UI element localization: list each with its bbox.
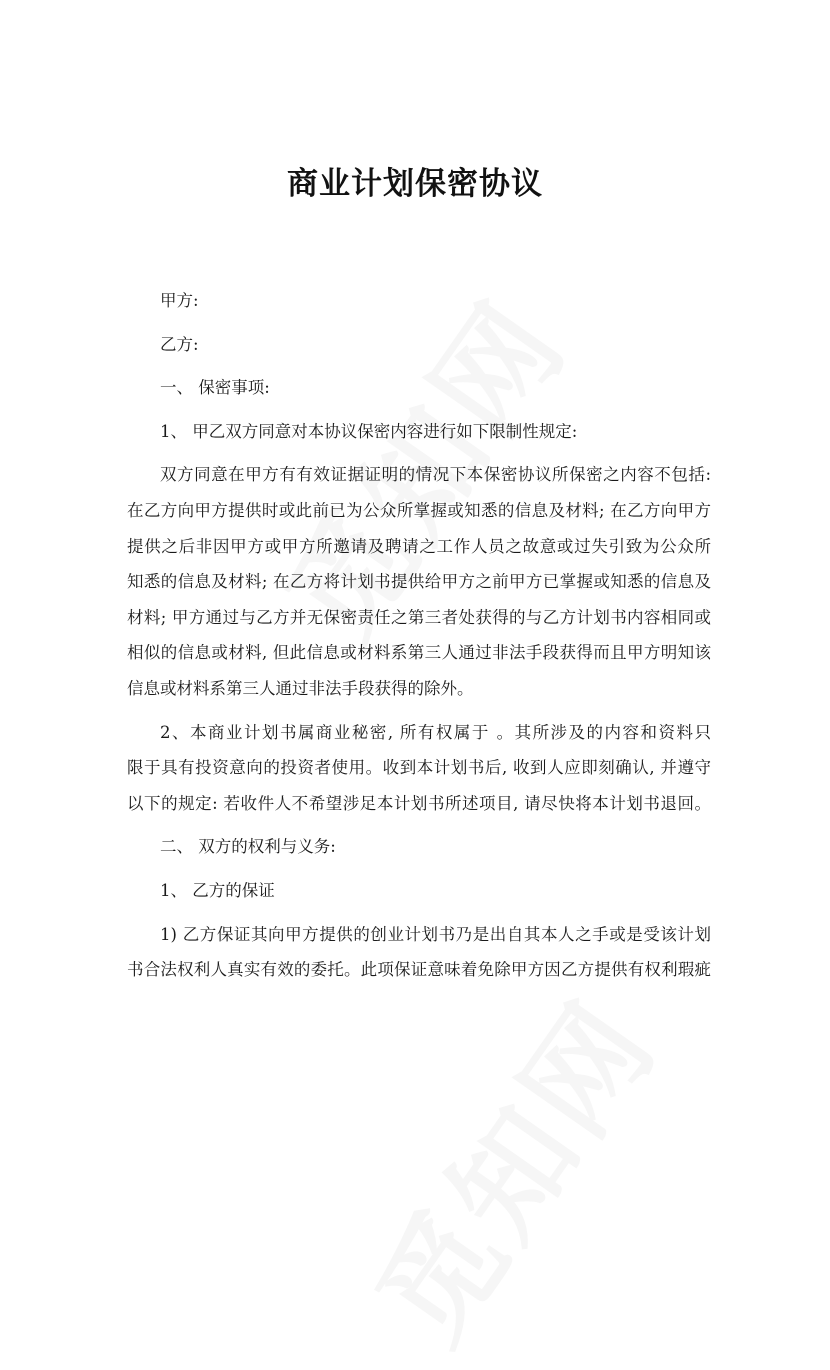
clause-heading: 1、 乙方的保证 — [160, 880, 275, 900]
clause-heading: 1、 甲乙双方同意对本协议保密内容进行如下限制性规定: — [160, 421, 578, 441]
document-title: 商业计划保密协议 — [287, 166, 543, 202]
party-a-line: 甲方: — [160, 291, 199, 310]
paragraph-line: 2、本商业计划书属商业秘密, 所有权属于 。其所涉及的内容和资料只 — [160, 722, 711, 742]
watermark — [330, 962, 688, 1370]
paragraph-line: 知悉的信息及材料; 在乙方将计划书提供给甲方之前甲方已掌握或知悉的信息及 — [127, 572, 711, 592]
paragraph-line: 在乙方向甲方提供时或此前已为公众所掌握或知悉的信息及材料; 在乙方向甲方 — [127, 500, 711, 520]
paragraph-line: 限于具有投资意向的投资者使用。收到本计划书后, 收到人应即刻确认, 并遵守 — [127, 758, 711, 778]
party-b-line: 乙方: — [160, 334, 199, 354]
paragraph-line: 信息或材料系第三人通过非法手段获得的除外。 — [127, 678, 474, 698]
paragraph-line: 材料; 甲方通过与乙方并无保密责任之第三者处获得的与乙方计划书内容相同或 — [127, 607, 711, 627]
document-body — [127, 283, 711, 988]
paragraph-line: 提供之后非因甲方或甲方所邀请及聘请之工作人员之故意或过失引致为公众所 — [127, 536, 711, 556]
paragraph-line: 1) 乙方保证其向甲方提供的创业计划书乃是出自其本人之手或是受该计划 — [160, 924, 711, 944]
section-heading: 一、 保密事项: — [160, 378, 270, 398]
paragraph-line: 书合法权利人真实有效的委托。此项保证意味着免除甲方因乙方提供有权利瑕疵 — [127, 960, 711, 980]
section-heading: 二、 双方的权利与义务: — [160, 837, 336, 857]
paragraph-line: 双方同意在甲方有有效证据证明的情况下本保密协议所保密之内容不包括: — [160, 465, 711, 485]
paragraph-line: 相似的信息或材料, 但此信息或材料系第三人通过非法手段获得而且甲方明知该 — [127, 643, 711, 663]
paragraph-line: 以下的规定: 若收件人不希望涉足本计划书所述项目, 请尽快将本计划书退回。 — [127, 793, 711, 813]
